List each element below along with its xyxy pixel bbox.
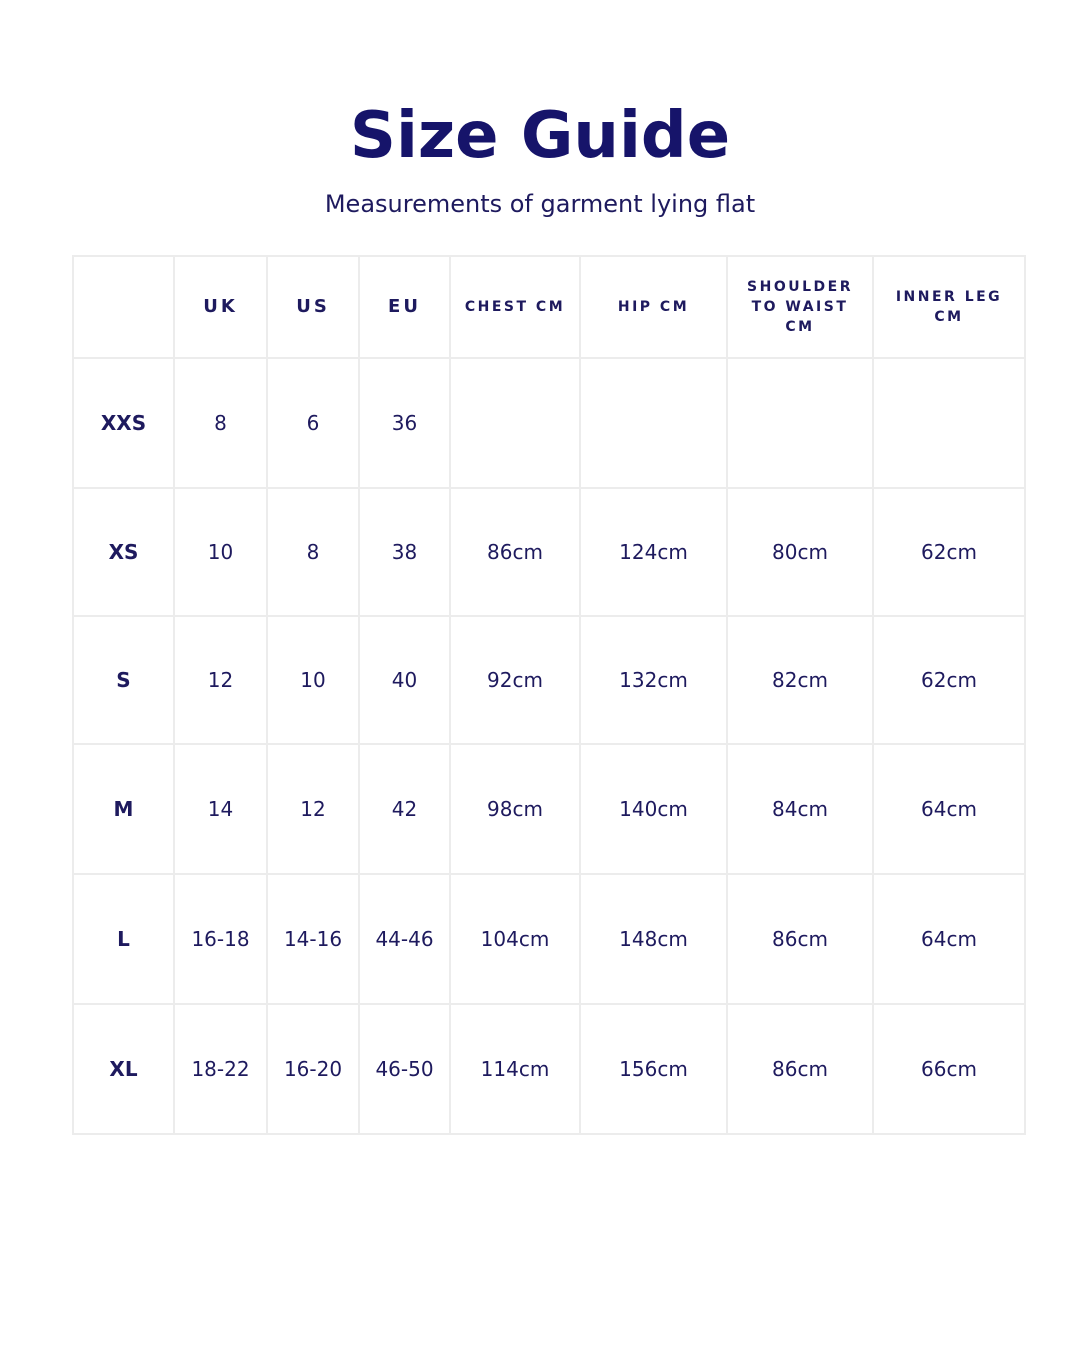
size-label-cell: M bbox=[73, 744, 174, 874]
hip-cell: 148cm bbox=[580, 874, 727, 1004]
size-label-cell: L bbox=[73, 874, 174, 1004]
hip-cell bbox=[580, 358, 727, 488]
uk-cell: 14 bbox=[174, 744, 267, 874]
inner-leg-cell: 64cm bbox=[873, 874, 1025, 1004]
header-label: US bbox=[296, 296, 330, 317]
us-cell: 8 bbox=[267, 488, 359, 616]
header-cell-inner-leg bbox=[873, 256, 1025, 358]
us-cell: 14-16 bbox=[267, 874, 359, 1004]
size-label-cell: XXS bbox=[73, 358, 174, 488]
size-guide-table bbox=[72, 255, 1026, 1135]
table-row bbox=[73, 744, 1025, 874]
hip-cell: 156cm bbox=[580, 1004, 727, 1134]
header-label: HIP CM bbox=[617, 299, 690, 315]
table-row bbox=[73, 1004, 1025, 1134]
header-cell-eu bbox=[359, 256, 450, 358]
table-row bbox=[73, 488, 1025, 616]
header-label: UK bbox=[203, 296, 238, 317]
header-cell-size bbox=[73, 256, 174, 358]
header-cell-us bbox=[267, 256, 359, 358]
chest-cell: 104cm bbox=[450, 874, 580, 1004]
inner-leg-cell: 64cm bbox=[873, 744, 1025, 874]
header-cell-uk bbox=[174, 256, 267, 358]
chest-cell: 86cm bbox=[450, 488, 580, 616]
uk-cell: 18-22 bbox=[174, 1004, 267, 1134]
header-cell-shoulder-to-waist bbox=[727, 256, 873, 358]
us-cell: 16-20 bbox=[267, 1004, 359, 1134]
inner-leg-cell: 66cm bbox=[873, 1004, 1025, 1134]
hip-cell: 124cm bbox=[580, 488, 727, 616]
chest-cell: 114cm bbox=[450, 1004, 580, 1134]
hip-cell: 132cm bbox=[580, 616, 727, 744]
us-cell: 10 bbox=[267, 616, 359, 744]
header-label: INNER LEG CM bbox=[895, 289, 1003, 325]
inner-leg-cell: 62cm bbox=[873, 616, 1025, 744]
us-cell: 12 bbox=[267, 744, 359, 874]
hip-cell: 140cm bbox=[580, 744, 727, 874]
shoulder-to-waist-cell: 86cm bbox=[727, 1004, 873, 1134]
eu-cell: 40 bbox=[359, 616, 450, 744]
eu-cell: 46-50 bbox=[359, 1004, 450, 1134]
size-label-cell: S bbox=[73, 616, 174, 744]
chest-cell: 98cm bbox=[450, 744, 580, 874]
chest-cell: 92cm bbox=[450, 616, 580, 744]
eu-cell: 44-46 bbox=[359, 874, 450, 1004]
size-label-cell: XL bbox=[73, 1004, 174, 1134]
us-cell: 6 bbox=[267, 358, 359, 488]
header-cell-chest bbox=[450, 256, 580, 358]
inner-leg-cell bbox=[873, 358, 1025, 488]
table-row bbox=[73, 616, 1025, 744]
chest-cell bbox=[450, 358, 580, 488]
shoulder-to-waist-cell: 82cm bbox=[727, 616, 873, 744]
uk-cell: 16-18 bbox=[174, 874, 267, 1004]
page-subtitle: Measurements of garment lying flat bbox=[324, 190, 756, 218]
shoulder-to-waist-cell: 86cm bbox=[727, 874, 873, 1004]
uk-cell: 12 bbox=[174, 616, 267, 744]
header-label: EU bbox=[388, 296, 421, 317]
shoulder-to-waist-cell: 84cm bbox=[727, 744, 873, 874]
table-row bbox=[73, 874, 1025, 1004]
page-title: Size Guide bbox=[349, 99, 731, 173]
uk-cell: 10 bbox=[174, 488, 267, 616]
uk-cell: 8 bbox=[174, 358, 267, 488]
table-row bbox=[73, 358, 1025, 488]
eu-cell: 42 bbox=[359, 744, 450, 874]
size-label-cell: XS bbox=[73, 488, 174, 616]
header-label: CHEST CM bbox=[464, 299, 566, 315]
shoulder-to-waist-cell bbox=[727, 358, 873, 488]
header-label: SHOULDER TO WAIST CM bbox=[747, 279, 853, 335]
header-cell-hip bbox=[580, 256, 727, 358]
header-row bbox=[73, 256, 1025, 358]
shoulder-to-waist-cell: 80cm bbox=[727, 488, 873, 616]
inner-leg-cell: 62cm bbox=[873, 488, 1025, 616]
eu-cell: 36 bbox=[359, 358, 450, 488]
eu-cell: 38 bbox=[359, 488, 450, 616]
